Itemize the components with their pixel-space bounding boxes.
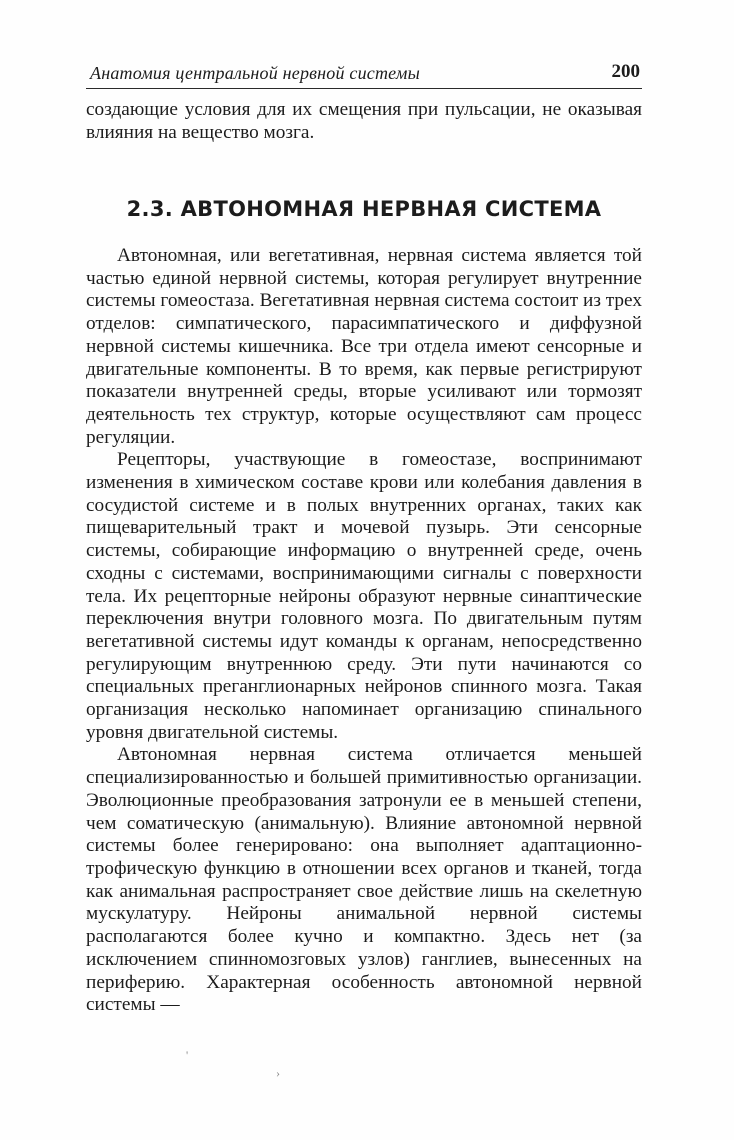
section-body [86, 245, 642, 1017]
section-heading: 2.3. АВТОНОМНАЯ НЕРВНАЯ СИСТЕМА [126, 197, 602, 221]
lead-paragraph: создающие условия для их смещения при пульсации, не оказывая влияния на вещество мозга. [86, 99, 642, 143]
scan-speck: › [276, 1066, 280, 1080]
page-number: 200 [611, 61, 640, 82]
lead-paragraph-block [86, 99, 642, 144]
scan-speck: ' [186, 1048, 189, 1062]
body-paragraph: Рецепторы, участвующие в гомеостазе, воспринимают изменения в химическом составе крови или колебания давления в сосудистой системе и в полых внутренних органах, таких как пищеварительный тракт и мочевой пузырь. Эти сенсорные системы, собирающие информацию о внутренней среде, очень сходны с системами, воспринимающими сигналы с поверхности тела. Их рецепторные нейроны образуют нервные синаптические переключения внутри головного мозга. По двигательным путям вегетативной системы идут команды к органам, непосредственно регулирующим внутреннюю среду. Эти пути начинаются со специальных преганглионарных нейронов спинного мозга. Такая организация несколько напоминает организацию спинального уровня двигательной системы. [86, 449, 642, 743]
running-header [86, 60, 642, 89]
body-paragraph: Автономная нервная система отличается меньшей специализированностью и большей примитивностью организации. Эволюционные преобразования затронули ее в меньшей степени, чем соматическую (анимальную). Влияние автономной нервной системы более генерировано: она выполняет адаптационно-трофическую функцию в отношении всех органов и тканей, тогда как анимальная распространяет свое действие лишь на скелетную мускулатуру. Нейроны анимальной нервной системы располагаются более кучно и компактно. Здесь нет (за исключением спинномозговых узлов) ганглиев, вынесенных на периферию. Характерная особенность автономной нервной системы — [86, 744, 642, 1016]
running-title: Анатомия центральной нервной системы [90, 63, 420, 83]
body-paragraph: Автономная, или вегетативная, нервная система является той частью единой нервной системы, которая регулирует внутренние системы гомеостаза. Вегетативная нервная система состоит из трех отделов: симпатического, парасимпатического и диффузной нервной системы кишечника. Все три отдела имеют сенсорные и двигательные компоненты. В то время, как первые регистрируют показатели внутренней среды, вторые усиливают или тормозят деятельность тех структур, которые осуществляют сам процесс регуляции. [86, 245, 643, 448]
